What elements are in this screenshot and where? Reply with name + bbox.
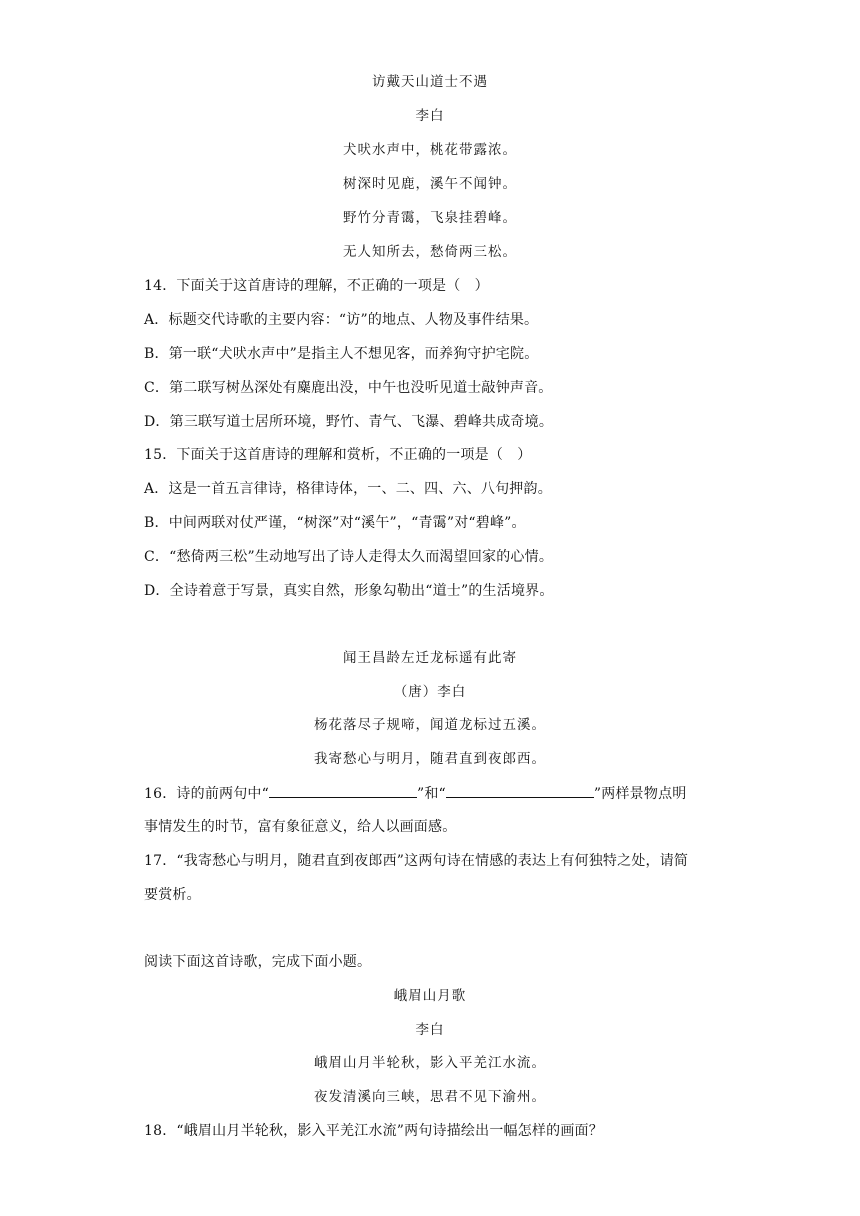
poem3-line-2: 夜发清溪向三峡，思君不见下渝州。 — [314, 1089, 546, 1105]
poem1-line-3: 野竹分青霭，飞泉挂碧峰。 — [343, 210, 517, 226]
q14-option-c: C．第二联写树丛深处有麋鹿出没，中午也没听见道士敲钟声音。 — [144, 380, 553, 396]
poem1-title: 访戴天山道士不遇 — [372, 74, 488, 90]
poem2-line-2: 我寄愁心与明月，随君直到夜郎西。 — [314, 751, 546, 767]
poem3-line-1: 峨眉山月半轮秋，影入平羌江水流。 — [314, 1055, 546, 1071]
q14-stem: 14．下面关于这首唐诗的理解，不正确的一项是（ ） — [144, 278, 489, 294]
poem1-line-4: 无人知所去，愁倚两三松。 — [343, 244, 517, 260]
q15-option-d: D．全诗着意于写景，真实自然，形象勾勒出“道士”的生活境界。 — [144, 583, 554, 599]
q16-suffix: ”两样景物点明 — [593, 786, 687, 802]
q14-option-b: B．第一联“犬吠水声中”是指主人不想见客，而养狗守护宅院。 — [144, 346, 539, 362]
q14-option-a: A．标题交代诗歌的主要内容：“访”的地点、人物及事件结果。 — [144, 312, 539, 328]
poem2-title: 闻王昌龄左迁龙标遥有此寄 — [343, 650, 517, 666]
q16-prefix: 16．诗的前两句中“ — [144, 786, 269, 802]
q16-answer-blank-2[interactable] — [446, 783, 594, 798]
q14-option-d: D．第三联写道士居所环境，野竹、青气、飞瀑、碧峰共成奇境。 — [144, 414, 554, 430]
q15-option-c: C．“愁倚两三松”生动地写出了诗人走得太久而渴望回家的心情。 — [144, 549, 554, 565]
poem1-author: 李白 — [415, 108, 445, 124]
poem3-title: 峨眉山月歌 — [393, 988, 467, 1004]
reading-instruction: 阅读下面这首诗歌，完成下面小题。 — [144, 954, 372, 970]
q15-stem: 15．下面关于这首唐诗的理解和赏析，不正确的一项是（ ） — [144, 447, 532, 463]
q17-line-2: 要赏析。 — [144, 887, 201, 903]
q16-middle: ”和“ — [416, 786, 446, 802]
poem1-line-2: 树深时见鹿，溪午不闻钟。 — [343, 176, 517, 192]
q16-line-1 — [144, 783, 686, 804]
q16-line-2: 事情发生的时节，富有象征意义，给人以画面感。 — [144, 819, 457, 835]
q15-option-b: B．中间两联对仗严谨，“树深”对“溪午”，“青霭”对“碧峰”。 — [144, 515, 526, 531]
poem1-line-1: 犬吠水声中，桃花带露浓。 — [343, 142, 517, 158]
q17-line-1: 17．“我寄愁心与明月，随君直到夜郎西”这两句诗在情感的表达上有何独特之处，请简 — [144, 853, 689, 869]
q16-answer-blank-1[interactable] — [269, 783, 417, 798]
poem2-line-1: 杨花落尽子规啼，闻道龙标过五溪。 — [314, 717, 546, 733]
q15-option-a: A．这是一首五言律诗，格律诗体，一、二、四、六、八句押韵。 — [144, 481, 552, 497]
q18-stem: 18．“峨眉山月半轮秋，影入平羌江水流”两句诗描绘出一幅怎样的画面？ — [144, 1123, 603, 1139]
poem3-author: 李白 — [415, 1022, 445, 1038]
poem2-author: （唐）李白 — [393, 684, 467, 700]
